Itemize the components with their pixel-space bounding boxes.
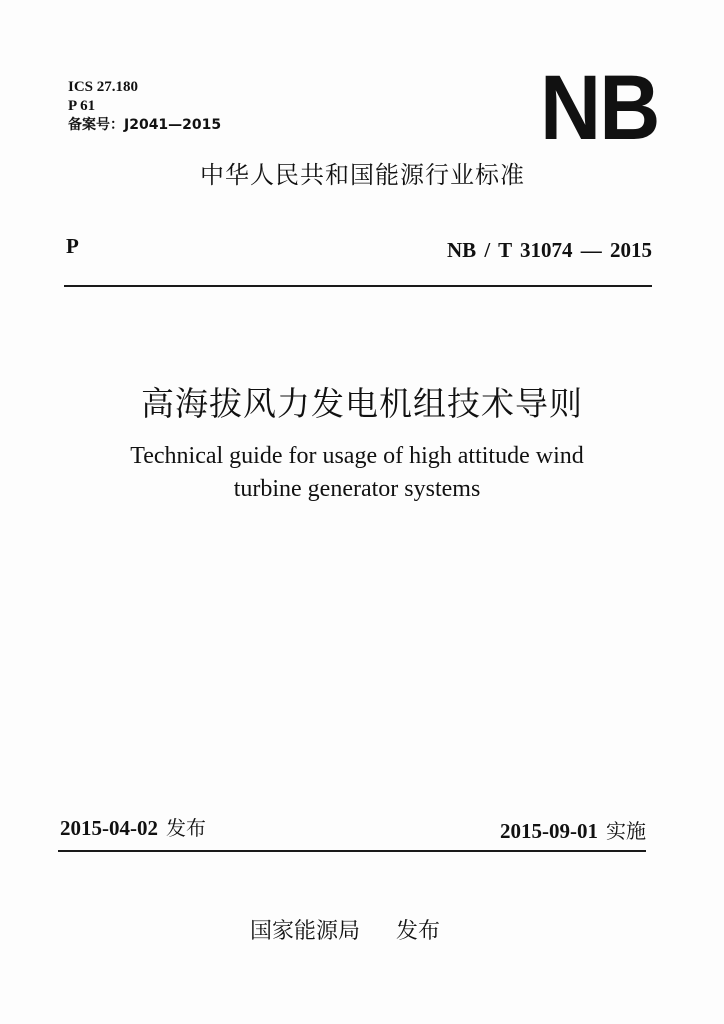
standard-number: NB / T 31074 — 2015 xyxy=(446,238,652,262)
classification-block xyxy=(68,78,221,135)
effective-label: 实施 xyxy=(606,819,646,843)
publisher-action: 发布 xyxy=(396,919,441,944)
effective-date-block xyxy=(500,818,646,844)
issue-date-block xyxy=(60,815,206,841)
publisher-name: 国家能源局 xyxy=(250,919,361,944)
effective-date: 2015-09-01 xyxy=(500,819,598,843)
english-title-line-1: Technical guide for usage of high attitude wind xyxy=(130,443,584,469)
ics-code: ICS 27.180 xyxy=(68,79,139,95)
nb-logo: NB xyxy=(540,57,659,159)
document-title-english xyxy=(0,440,714,506)
publisher-line xyxy=(250,918,440,946)
bottom-divider xyxy=(58,850,646,852)
document-title-chinese: 高海拔风力发电机组技术导则 xyxy=(141,384,583,423)
top-divider xyxy=(64,285,652,287)
filing-number: 备案号：J2041—2015 xyxy=(68,117,222,133)
issue-label: 发布 xyxy=(166,816,206,840)
category-letter: P xyxy=(66,234,79,258)
standard-type-heading: 中华人民共和国能源行业标准 xyxy=(200,161,525,189)
english-title-line-2: turbine generator systems xyxy=(233,476,481,502)
ccs-code: P 61 xyxy=(68,98,96,114)
issue-date: 2015-04-02 xyxy=(60,816,158,840)
